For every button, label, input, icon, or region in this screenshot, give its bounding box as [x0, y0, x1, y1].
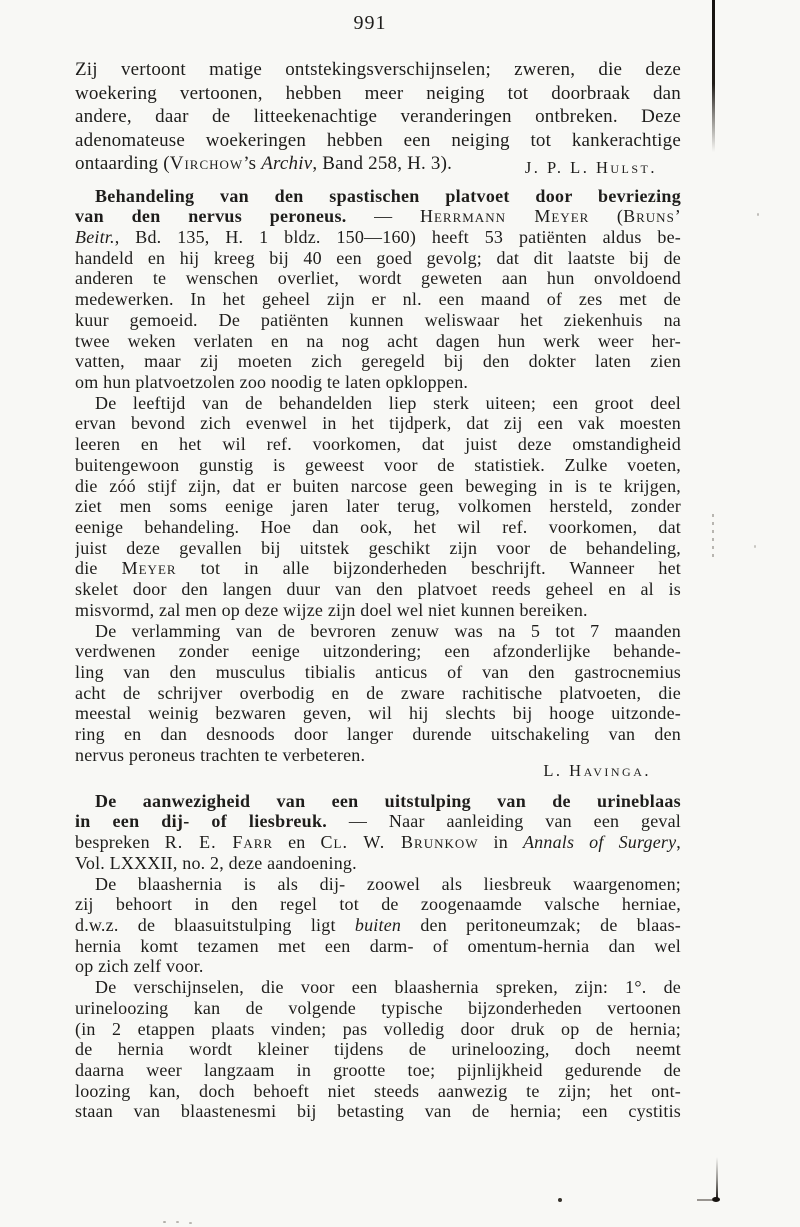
text-line — [75, 956, 681, 977]
text-segment: ring en dan desnoods door langer durende uitschakeling van den — [75, 724, 681, 745]
text-line — [75, 936, 681, 957]
text-line — [75, 310, 681, 331]
scan-tick-blob — [712, 1197, 720, 1202]
text-line — [75, 621, 681, 642]
text-segment: buiten — [354, 914, 402, 935]
text-segment: Meyer — [121, 558, 177, 579]
scan-tick-foot — [697, 1199, 713, 1201]
text-segment: buitengewoon gunstig is geweest voor de statistiek. Zulke voeten, — [75, 454, 681, 475]
text-segment: Behandeling van den spastischen platvoet door bevriezing — [95, 185, 681, 206]
text-segment: , Band 258, H. 3). — [312, 153, 453, 174]
text-segment: die zóó stijf zijn, dat er buiten narcose geen beweging in is te krijgen, — [75, 475, 681, 496]
text-line — [75, 600, 681, 621]
text-segment: staan van blaastenesmi bij betasting van de hernia; een cystitis — [75, 1101, 681, 1122]
text-segment: Beitr. — [75, 226, 115, 247]
page-number: 991 — [353, 12, 387, 34]
text-line — [75, 791, 681, 812]
author-signature-havinga: L. Havinga. — [543, 760, 651, 780]
text-segment: De aanwezigheid van een uitstulping van de urineblaas — [95, 790, 681, 811]
text-line — [75, 129, 681, 153]
text-segment: handeld en hij kreeg bij 40 een goed gevolg; dat dit laatste bij de — [75, 247, 681, 268]
text-segment: , Bd. 135, H. 1 bldz. 150—160) heeft 53 patiënten aldus be- — [114, 226, 681, 247]
text-line — [75, 1019, 681, 1040]
text-line — [75, 874, 681, 895]
text-segment: vatten, maar zij moeten zich geregeld bij den dokter laten zien — [75, 351, 681, 372]
text-line — [75, 853, 681, 874]
text-line — [75, 1081, 681, 1102]
text-segment: Archiv — [261, 153, 313, 174]
text-line — [75, 1039, 681, 1060]
scan-streak-top-right — [712, 0, 715, 152]
text-line — [75, 1060, 681, 1081]
text-segment: ziet men soms eenige jaren later terug, volkomen hersteld, zonder — [75, 496, 681, 517]
text-segment: urineloozing kan de volgende typische bijzonderheden vertoonen — [75, 997, 681, 1018]
article-body — [75, 186, 681, 766]
text-segment: Cl. W. Brunkow — [320, 832, 479, 853]
text-line — [75, 58, 681, 82]
text-segment: hernia komt tezamen met een darm- of omentum-hernia dan wel — [75, 935, 681, 956]
text-segment: in een dij- of liesbreuk. — [75, 811, 328, 832]
text-segment: meestal weinig bezwaren geven, wil hij slechts bij hooge uitzonde- — [75, 703, 681, 724]
text-segment: (in 2 etappen plaats vinden; pas volledig door druk op de hernia; — [75, 1018, 681, 1039]
text-segment: andere, daar de litteekenachtige veranderingen ontbreken. Deze — [75, 106, 681, 127]
text-segment: anderen te wenschen overliet, wordt geweten aan hun onvoldoend — [75, 268, 681, 289]
text-line — [75, 434, 681, 455]
text-line — [75, 372, 681, 393]
text-line — [75, 683, 681, 704]
text-segment: Vol. LXXXII, no. 2, deze aandoening. — [75, 852, 357, 873]
text-segment: — Naar aanleiding van een geval — [327, 811, 681, 832]
text-line — [75, 496, 681, 517]
text-segment: De verlamming van de bevroren zenuw was na 5 tot 7 maanden — [95, 620, 681, 641]
text-line — [75, 811, 681, 832]
text-segment: bespreken — [75, 832, 165, 853]
text-segment: skelet door den langen duur van den platvoet reeds geheel en al is — [75, 579, 681, 600]
text-segment: den peritoneumzak; de blaas- — [401, 914, 681, 935]
scan-speck — [163, 1221, 166, 1223]
text-line — [75, 641, 681, 662]
text-segment: — — [346, 206, 420, 227]
text-segment: tot in alle bijzonderheden beschrijft. Wanneer het — [176, 558, 681, 579]
text-line — [75, 227, 681, 248]
text-line — [75, 724, 681, 745]
scan-tick-bottom-right — [716, 1157, 718, 1200]
text-segment: op zich zelf voor. — [75, 956, 204, 977]
text-line — [75, 393, 681, 414]
text-segment: kuur gemoeid. De patiënten kunnen weliswaar het ziekenhuis na — [75, 309, 681, 330]
text-line — [75, 579, 681, 600]
text-line — [75, 455, 681, 476]
text-segment: misvormd, zal men op deze wijze zijn doel wel niet kunnen bereiken. — [75, 599, 588, 620]
text-segment: Virchow — [169, 153, 244, 174]
text-line — [75, 351, 681, 372]
article-spastische-platvoet — [75, 186, 681, 781]
text-segment: Bruns — [623, 206, 675, 227]
text-segment: nervus peroneus trachten te verbeteren. — [75, 744, 366, 765]
text-segment: en — [273, 832, 321, 853]
text-line — [75, 1101, 681, 1122]
text-line — [75, 832, 681, 853]
text-segment: De blaashernia is als dij- zoowel als liesbreuk waargenomen; — [95, 873, 681, 894]
article-virchow-abstract — [75, 58, 681, 178]
text-segment: d.w.z. de blaasuitstulping ligt — [75, 914, 355, 935]
text-segment: acht de schrijver overbodig en de zware rachitische platvoeten, die — [75, 682, 681, 703]
scan-speck — [189, 1222, 192, 1224]
text-segment: Herrmann Meyer — [419, 206, 590, 227]
text-segment: Annals of Surgery — [522, 832, 677, 853]
scan-dashes-mid-right — [712, 514, 714, 562]
article-blaashernia — [75, 791, 681, 1123]
text-line — [75, 703, 681, 724]
scan-speck — [754, 545, 756, 548]
text-line — [75, 206, 681, 227]
text-line — [75, 268, 681, 289]
text-line — [75, 915, 681, 936]
text-segment: adenomateuse woekeringen hebben een neiging tot kankerachtige — [75, 129, 681, 151]
text-segment: medewerken. In het geheel zijn er nl. een maand of zes met de — [75, 289, 681, 310]
text-segment: De verschijnselen, die voor een blaashernia spreken, zijn: 1°. de — [95, 977, 681, 998]
text-line — [75, 186, 681, 207]
scan-speck — [558, 1198, 562, 1202]
text-line — [75, 476, 681, 497]
text-segment: ( — [589, 206, 624, 227]
text-segment: twee weken verlaten en na nog acht dagen hun werk weer her- — [75, 330, 681, 351]
text-segment: die — [75, 558, 122, 579]
text-segment: van den nervus peroneus. — [75, 206, 347, 227]
text-segment: , — [676, 832, 681, 853]
text-segment: juist deze gevallen bij uitstek geschikt zijn voor de behandeling, — [75, 537, 681, 558]
scan-speck — [757, 213, 759, 216]
text-segment: ’ — [674, 206, 681, 227]
text-line — [75, 105, 681, 129]
text-segment: daarna weer langzaam in grootte toe; pijnlijkheid gedurende de — [75, 1059, 681, 1080]
text-segment: leeren en het wil ref. voorkomen, dat juist deze omstandigheid — [75, 434, 681, 455]
scan-speck — [176, 1221, 179, 1223]
text-segment: om hun platvoetzolen zoo noodig te laten opkloppen. — [75, 371, 469, 392]
text-line — [75, 538, 681, 559]
text-line — [75, 248, 681, 269]
text-segment: De leeftijd van de behandelden liep sterk uiteen; een groot deel — [95, 392, 681, 413]
text-column — [75, 10, 681, 1122]
text-line — [75, 82, 681, 106]
text-segment: R. E. Farr — [164, 832, 274, 853]
text-line — [75, 331, 681, 352]
text-segment: ervan bevond zich evenwel in het tijdperk, dat zij een vak moesten — [75, 413, 681, 434]
text-line — [75, 558, 681, 579]
author-signature-hulst: J. P. L. Hulst. — [524, 157, 657, 177]
text-segment: Zij vertoont matige ontstekingsverschijnselen; zweren, die deze — [75, 59, 681, 80]
text-line — [75, 894, 681, 915]
text-line — [75, 517, 681, 538]
text-line — [75, 662, 681, 683]
text-segment: in — [478, 832, 523, 853]
text-segment: ling van den musculus tibialis anticus of van den gastrocnemius — [75, 662, 681, 683]
text-segment: loozing kan, doch behoeft niet steeds aanwezig te zijn; het ont- — [75, 1080, 681, 1101]
text-line — [75, 977, 681, 998]
text-segment: verdwenen zonder eenige uitzondering; een afzonderlijke behande- — [75, 641, 681, 662]
article-body — [75, 791, 681, 1123]
text-line — [75, 289, 681, 310]
text-segment: ’s — [243, 153, 262, 174]
text-line — [75, 413, 681, 434]
text-segment: woekering vertoonen, hebben meer neiging tot doorbraak dan — [75, 82, 681, 104]
text-segment: eenige behandeling. Hoe dan ook, het wil ref. voorkomen, dat — [75, 517, 681, 537]
text-line — [75, 998, 681, 1019]
text-segment: zij behoort in den regel tot de zoogenaamde valsche herniae, — [75, 894, 681, 915]
text-segment: ontaarding ( — [75, 153, 170, 174]
text-segment: de hernia wordt kleiner tijdens de urineloozing, doch neemt — [75, 1039, 681, 1060]
